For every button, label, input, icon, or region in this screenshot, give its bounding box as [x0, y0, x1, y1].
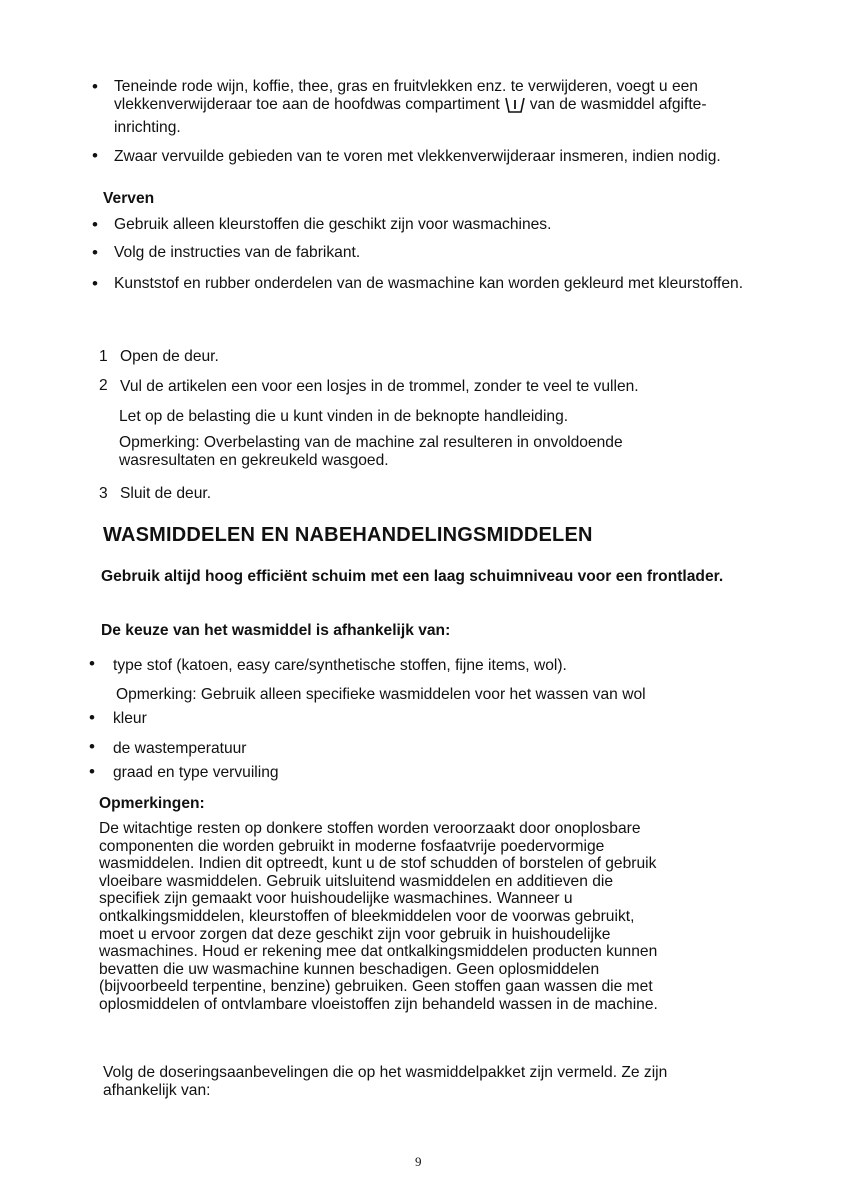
- wool-note: Opmerking: Gebruik alleen specifieke wasmiddelen voor het wassen van wol: [116, 686, 646, 703]
- remarks-line: wasmiddelen. Indien dit optreedt, kunt u de stof schudden of borstelen of gebruik: [99, 855, 657, 873]
- remarks-heading: Opmerkingen:: [99, 795, 205, 812]
- step-number: 1: [99, 348, 108, 365]
- factor-item: graad en type vervuiling: [113, 764, 279, 781]
- remarks-line: wasmachines. Houd er rekening mee dat ontkalkingsmiddelen producten kunnen: [99, 943, 658, 961]
- remarks-line: specifiek zijn gemaakt voor huishoudelijke wasmachines. Wanneer u: [99, 890, 573, 908]
- dyeing-item: Kunststof en rubber onderdelen van de wasmachine kan worden gekleurd met kleurstoffen.: [114, 275, 744, 292]
- step-text: Vul de artikelen een voor een losjes in de trommel, zonder te veel te vullen.: [120, 378, 639, 395]
- bullet: •: [89, 654, 95, 673]
- section-heading: WASMIDDELEN EN NABEHANDELINGSMIDDELEN: [103, 524, 593, 546]
- foam-advice: Gebruik altijd hoog efficiënt schuim met een laag schuimniveau voor een frontlader.: [101, 568, 724, 585]
- remarks-line: ontkalkingsmiddelen, kleurstoffen of bleekmiddelen voor de voorwas gebruikt,: [99, 907, 635, 925]
- load-note: Let op de belasting die u kunt vinden in de beknopte handleiding.: [119, 408, 569, 425]
- remarks-paragraph: [99, 820, 759, 1014]
- remarks-line: vloeibare wasmiddelen. Gebruik uitsluitend wasmiddelen en additieven die: [99, 872, 614, 890]
- step-number: 3: [99, 485, 108, 502]
- dyeing-item: Volg de instructies van de fabrikant.: [114, 244, 361, 261]
- remarks-line: componenten die worden gebruikt in moderne fosfaatvrije poedervormige: [99, 837, 605, 855]
- bullet: •: [92, 274, 98, 293]
- bullet: •: [92, 243, 98, 262]
- remarks-line: (bijvoorbeeld terpentine, benzine) gebruiken. Geen stoffen gaan wassen die met: [99, 978, 653, 996]
- remarks-line: bevatten die uw wasmachine kunnen beschadigen. Geen oplosmiddelen: [99, 960, 600, 978]
- bullet: •: [92, 215, 98, 234]
- step-number: 2: [99, 377, 108, 394]
- step-text: Sluit de deur.: [120, 485, 212, 502]
- bullet: •: [92, 77, 98, 96]
- bullet: •: [92, 146, 98, 165]
- dyeing-item: Gebruik alleen kleurstoffen die geschikt zijn voor wasmachines.: [114, 216, 552, 233]
- main-wash-compartment-icon: [504, 96, 526, 119]
- factor-item: type stof (katoen, easy care/synthetische stoffen, fijne items, wol).: [113, 657, 567, 674]
- remarks-line: De witachtige resten op donkere stoffen worden veroorzaakt door onoplosbare: [99, 820, 641, 837]
- bullet: •: [89, 737, 95, 756]
- remarks-line: moet u ervoor zorgen dat deze geschikt zijn voor gebruik in huishoudelijke: [99, 925, 611, 943]
- choice-heading: De keuze van het wasmiddel is afhankelijk van:: [101, 622, 451, 639]
- stain-remover-instruction: Teneinde rode wijn, koffie, thee, gras en fruitvlekken enz. te verwijderen, voegt u een vlekkenverwijderaar toe aan de hoofdwas compartiment van de wasmiddel afgifte-inrichting.: [114, 78, 707, 136]
- bullet: •: [89, 708, 95, 727]
- bullet: •: [89, 762, 95, 781]
- dosage-advice: Volg de doseringsaanbevelingen die op het wasmiddelpakket zijn vermeld. Ze zijn afhankelijk van:: [103, 1064, 668, 1099]
- step-text: Open de deur.: [120, 348, 219, 365]
- remarks-line: oplosmiddelen of ontvlambare vloeistoffen zijn behandeld wassen in de machine.: [99, 995, 658, 1013]
- factor-item: de wastemperatuur: [113, 740, 247, 757]
- factor-item: kleur: [113, 710, 147, 727]
- overload-note: Opmerking: Overbelasting van de machine zal resulteren in onvoldoende wasresultaten en gekreukeld wasgoed.: [119, 434, 623, 469]
- page-number: 9: [415, 1154, 422, 1169]
- dyeing-heading: Verven: [103, 190, 155, 207]
- pretreat-instruction: Zwaar vervuilde gebieden van te voren met vlekkenverwijderaar insmeren, indien nodig.: [114, 148, 721, 165]
